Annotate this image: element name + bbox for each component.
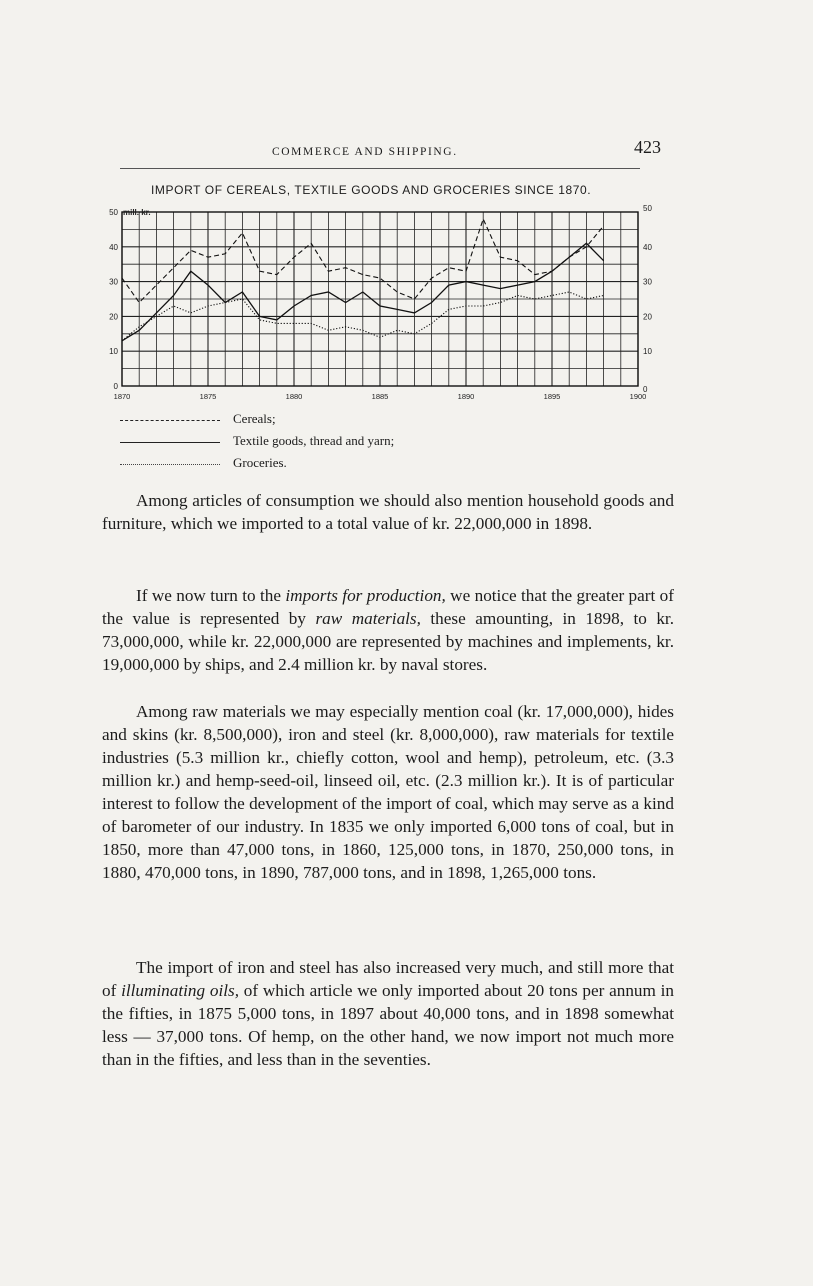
legend-swatch-cereals [120,420,220,421]
paragraph-household-goods [102,489,674,535]
y-tick-label-left: 20 [109,312,118,322]
legend-label-groceries: Groceries. [233,455,287,470]
paragraph-text: Among raw materials we may especially mention coal (kr. 17,000,000), hides and skins (kr. 8,500,000), iron and steel (kr. 8,000,000), raw materials for textile industries (5.3 million kr., chiefly cotton, wool and hemp), petroleum, etc. (3.3 million kr.) and hemp-seed-oil, linseed oil, etc. (2.3 million kr.). It is of particular interest to follow the development of the import of coal, which may serve as a kind of barometer of our industry. In 1835 we only imported 6,000 tons of coal, but in 1850, more than 47,000 tons, in 1860, 125,000 tons, in 1870, 250,000 tons, in 1880, 470,000 tons, in 1890, 787,000 tons, and in 1898, 1,265,000 tons. [102,702,674,882]
text-run: If we now turn to the [136,586,286,605]
y-tick-label-left: 50 [109,208,118,217]
y-tick-label-right: 10 [643,347,652,357]
emphasis-illuminating-oils: illuminating oils, [121,981,239,1000]
text-run: The import of iron and steel has also increased very much, and still more that of [102,958,674,1000]
x-tick-label: 1885 [371,392,389,401]
paragraph-text: Among articles of consumption we should also mention household goods and furniture, which we imported to a total value of kr. 22,000,000 in 1898. [102,491,674,533]
y-tick-label-right: 50 [643,204,652,213]
y-tick-label-right: 0 [643,385,648,394]
chart-title: IMPORT OF CEREALS, TEXTILE GOODS AND GROCERIES SINCE 1870. [151,183,592,197]
legend-swatch-textile [120,442,220,443]
x-tick-label: 1890 [457,392,475,401]
paragraph-raw-materials [102,700,674,884]
y-tick-label-right: 20 [643,312,652,322]
emphasis-raw-materials: raw materials, [315,609,421,628]
x-tick-label: 1895 [543,392,561,401]
x-tick-label: 1870 [113,392,131,401]
legend-label-cereals: Cereals; [233,411,276,426]
y-unit-label: mill. kr. [123,208,151,217]
x-tick-label: 1875 [199,392,217,401]
y-tick-label-right: 30 [643,277,652,287]
text-run: these amounting, in 1898, to kr. 73,000,000, while kr. 22,000,000 are represented by machines and implements, kr. 19,000,000 by ships, and 2.4 million kr. by naval stores. [102,609,674,674]
paragraph-text [102,956,674,1071]
paragraph-iron-steel-oils [102,956,674,1071]
chart [0,0,813,480]
y-tick-label-left: 10 [109,347,118,357]
x-tick-label: 1880 [285,392,303,401]
paragraph-imports-for-production [102,584,674,676]
legend-label-textile: Textile goods, thread and yarn; [233,433,395,448]
y-tick-label-left: 40 [109,242,118,252]
text-run: of which article we only imported about 20 tons per annum in the fifties, in 1875 5,000 tons, in 1897 about 40,000 tons, and in 1898 somewhat less — 37,000 tons. Of hemp, on the other hand, we now import not much more than in the fifties, and less than in the seventies. [102,981,674,1069]
y-tick-label-left: 30 [109,277,118,287]
emphasis-imports-for-production: imports for production, [285,586,446,605]
x-tick-label: 1900 [629,392,647,401]
y-tick-label-right: 40 [643,242,652,252]
paragraph-text [102,584,674,676]
legend-swatch-groceries [120,464,220,465]
text-run: we notice that the greater part of the value is represented by [102,586,674,628]
y-tick-label-left: 0 [113,382,118,391]
running-header-title: COMMERCE AND SHIPPING. [272,146,458,158]
page-number: 423 [634,137,661,157]
